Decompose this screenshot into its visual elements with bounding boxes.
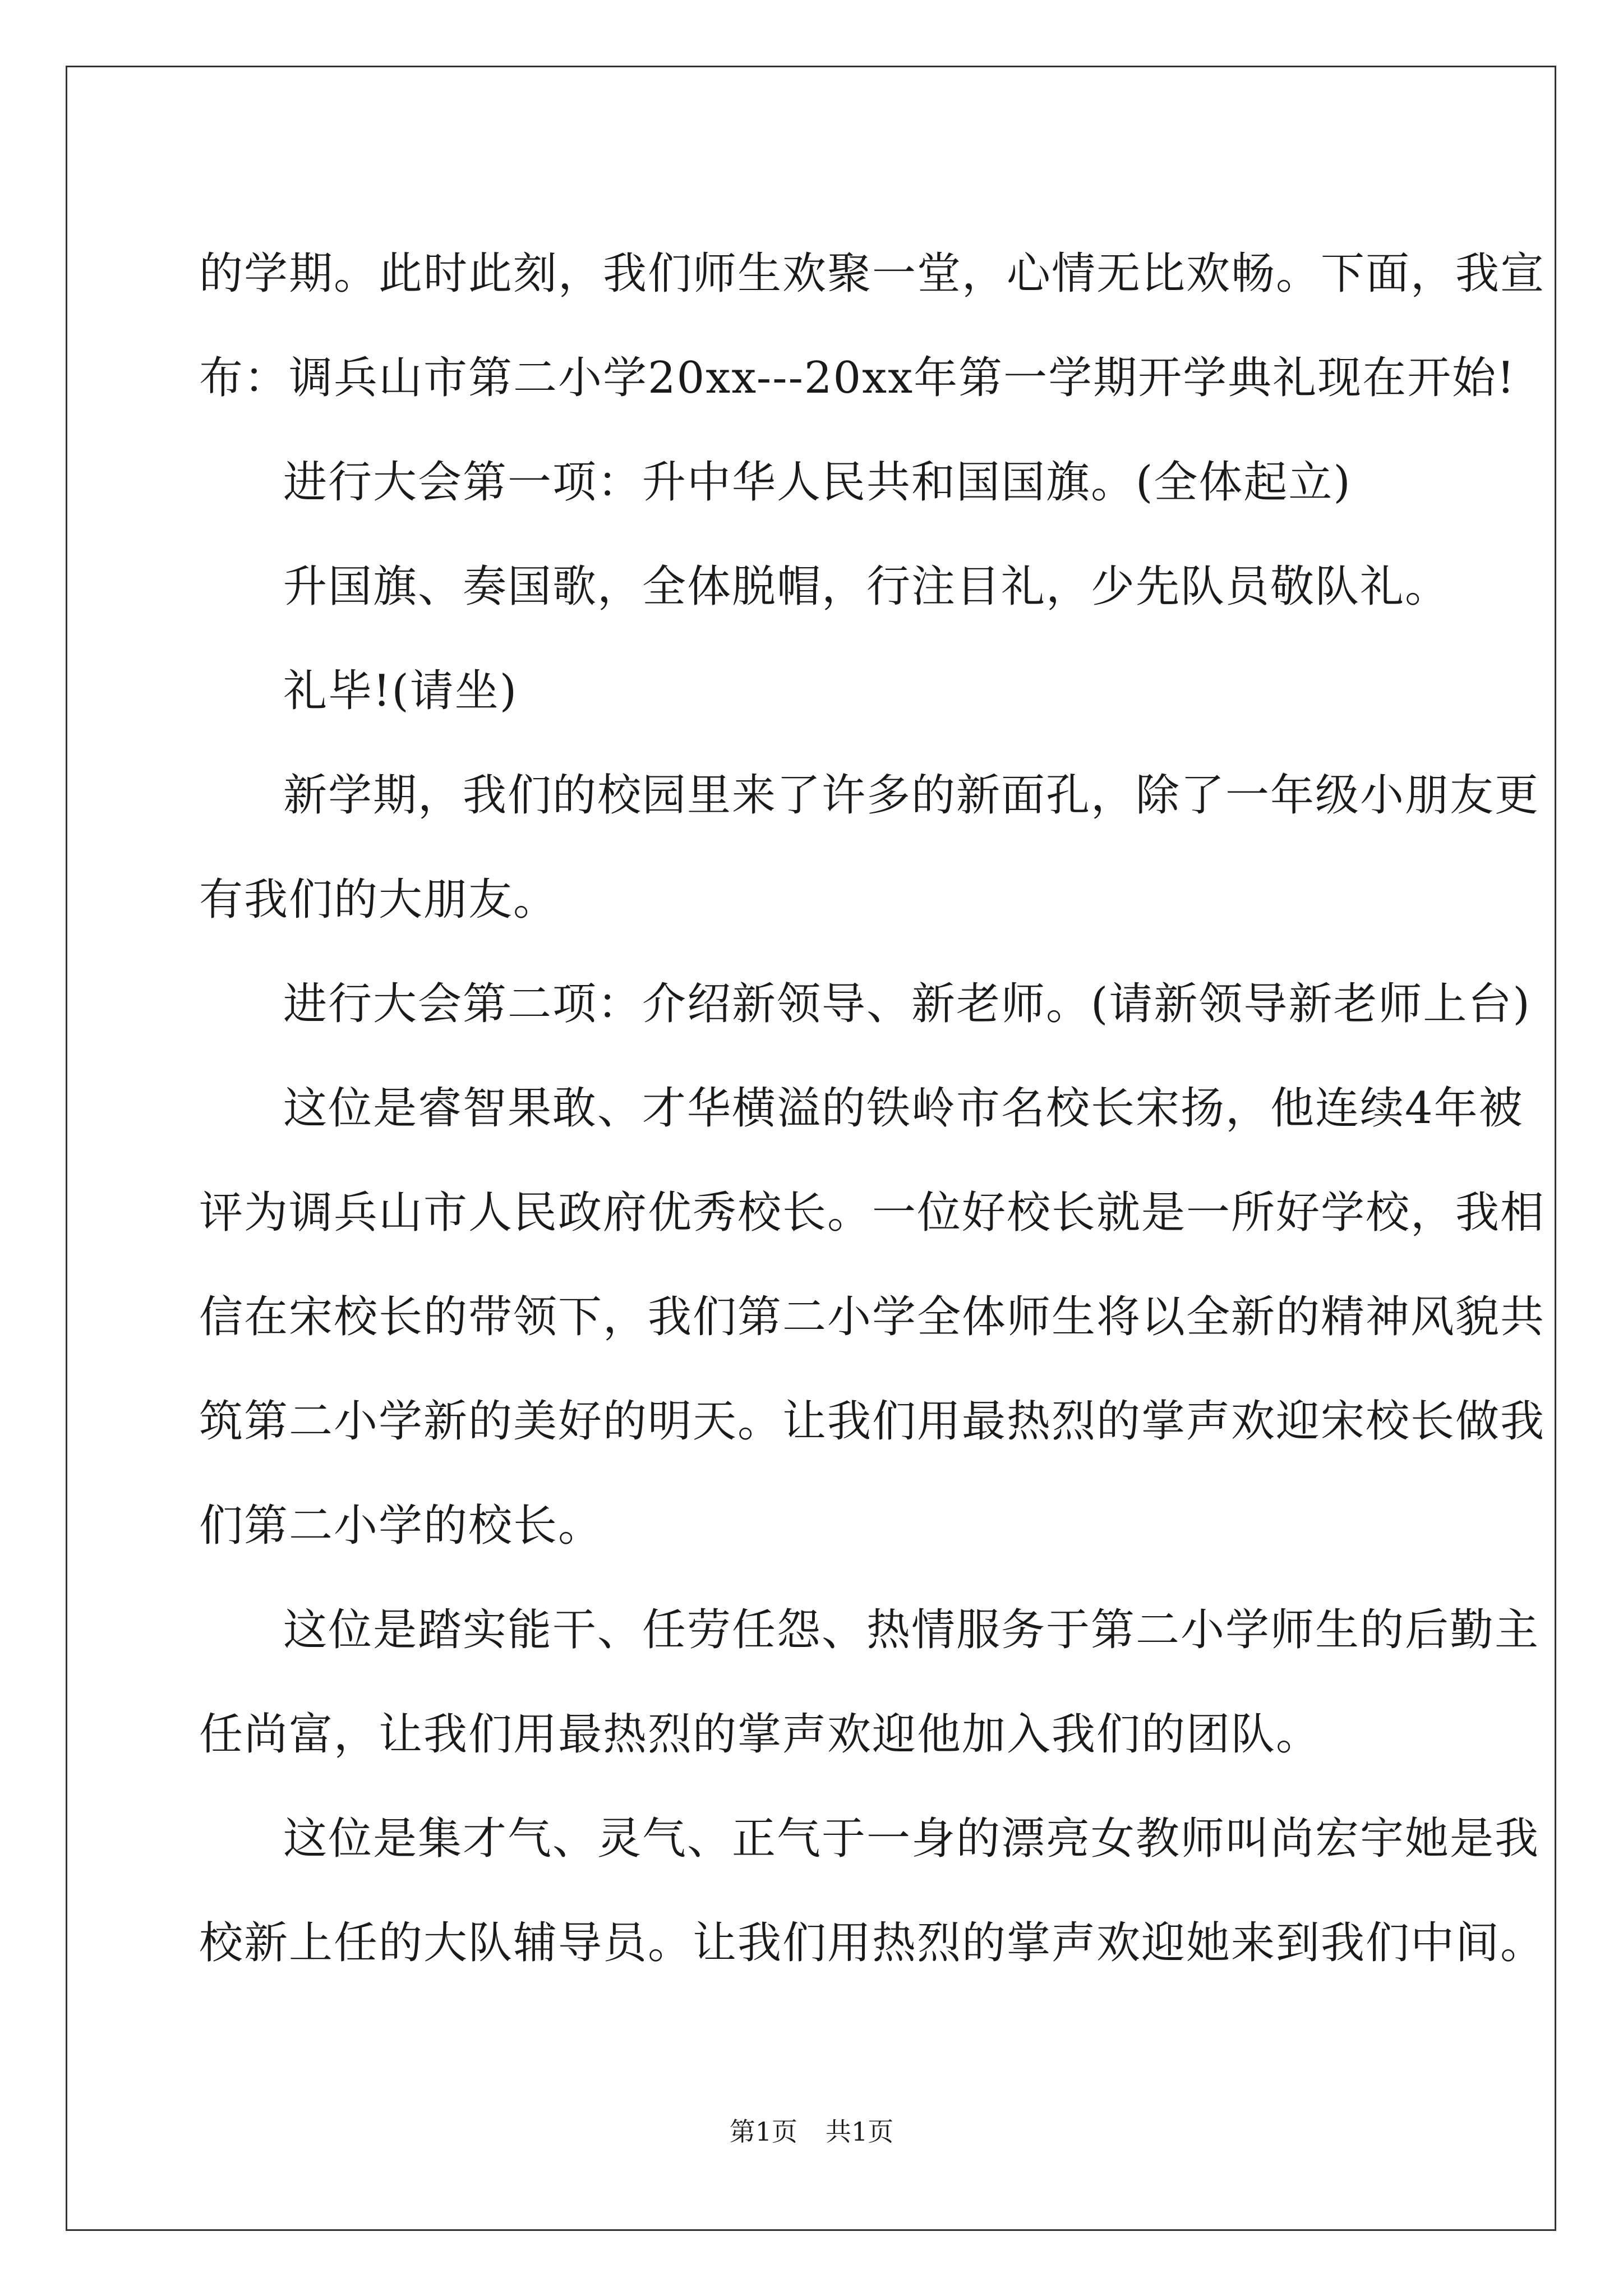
text-line: 校新上任的大队辅导员。让我们用热烈的掌声欢迎她来到我们中间。 (199, 1918, 1546, 1968)
text-line: 们第二小学的校长。 (199, 1501, 603, 1551)
text-line: 礼毕!(请坐) (283, 666, 518, 716)
text-line: 这位是集才气、灵气、正气于一身的漂亮女教师叫尚宏宇她是我 (283, 1814, 1540, 1864)
text-line: 筑第二小学新的美好的明天。让我们用最热烈的掌声欢迎宋校长做我 (199, 1396, 1546, 1447)
page-number: 第1页 (729, 2116, 797, 2147)
text-line: 评为调兵山市人民政府优秀校长。一位好校长就是一所好学校，我相 (199, 1188, 1546, 1238)
text-line: 信在宋校长的带领下，我们第二小学全体师生将以全新的精神风貌共 (199, 1292, 1546, 1342)
text-line: 升国旗、奏国歌，全体脱帽，行注目礼，少先队员敬队礼。 (283, 562, 1450, 612)
text-line: 这位是睿智果敢、才华横溢的铁岭市名校长宋扬，他连续4年被 (283, 1083, 1524, 1134)
text-line: 新学期，我们的校园里来了许多的新面孔，除了一年级小朋友更 (283, 770, 1540, 821)
text-line: 这位是踏实能干、任劳任怨、热情服务于第二小学师生的后勤主 (283, 1605, 1540, 1655)
text-line: 的学期。此时此刻，我们师生欢聚一堂，心情无比欢畅。下面，我宣 (199, 249, 1546, 299)
text-line: 布：调兵山市第二小学20xx---20xx年第一学期开学典礼现在开始! (199, 353, 1516, 403)
page-footer (0, 2115, 1623, 2148)
page-total: 共1页 (826, 2116, 894, 2147)
text-line: 任尚富，让我们用最热烈的掌声欢迎他加入我们的团队。 (199, 1709, 1321, 1760)
text-line: 有我们的大朋友。 (199, 875, 559, 925)
text-line: 进行大会第一项：升中华人民共和国国旗。(全体起立) (283, 457, 1352, 508)
text-line: 进行大会第二项：介绍新领导、新老师。(请新领导新老师上台) (283, 979, 1531, 1029)
document-body (199, 222, 1546, 1995)
